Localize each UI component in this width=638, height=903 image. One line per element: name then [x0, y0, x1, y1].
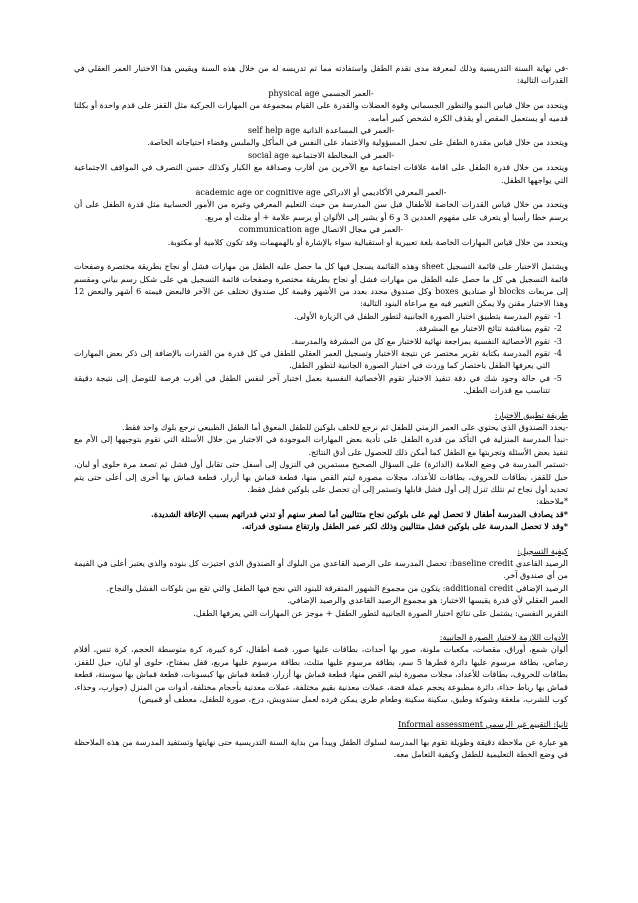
list-item [74, 335, 568, 347]
list-item [74, 347, 568, 372]
list-item [74, 310, 568, 322]
age-text: ويتحدد من خلال قياس المهارات الخاصة بلغة تعبيرية أو استقبالية سواء بالإشارة أو بالهمهمات وقد تكون كلامية أو مكتوبة. [167, 236, 568, 247]
list-item-number: -3 [554, 335, 562, 346]
tools-title: الأدوات اللازمة لاختبار الصورة الجانبية: [439, 632, 568, 643]
list-item [74, 322, 568, 334]
sheet-paragraph: ويشتمل الاختبار على قائمة التسجيل sheet وهذه القائمة يسجل فيها كل ما حصل عليه الطفل من مهارات فشل أو نجاح بطريقة مختصرة وصفحات قائمة التسجيل هي كل ما حصل عليه الطفل من مهارات فشل أو نجاح بطريقة مختصرة وصفحات قائمة التسجيل هي على شكل رسم بياني ومقسم إلى مربعات blocks أو صناديق boxes وكل صندوق محدد بعدد من الأشهر وقيمة كل صندوق تختلف عن الآخر فالبعض قيمته 6 أشهر والبعض 12 وهذا الاختبار مقنن ولا يمكن التغيير فيه مع مراعاة البنود التالية: [74, 261, 569, 309]
notes-title: *ملاحظة: [536, 496, 568, 507]
list-item-text: تقوم المدرسة بكتابة تقرير مختصر عن نتيجة الاختبار وتسجيل العمر العقلي للطفل في كل قدرة من القدرات بالإضافة إلى ذكر بعض المهارات التي يعرفها الطفل باختصار كما وردت في اختبار الصورة الجانبية لتطور الطفل. [74, 347, 550, 371]
list-item-number: -2 [554, 323, 562, 334]
list-item-number: -5 [554, 372, 562, 383]
method-item: -نبدأ المدرسة المنزلية في التأكد من قدرة الطفل على تأدية بعض المهارات الموجودة في الاختبار من خلال الأسئلة التي تقوم بتوجيهها إلى الأم مع تنفيذ بعض الأسئلة وتجربتها مع الطفل كما أمكن ذلك للحصول على أدق النتائج. [74, 434, 568, 457]
list-item-text: تقوم المدرسة بتطبيق اختبار الصورة الجانبية لتطور الطفل في الزيارة الأولى. [294, 310, 550, 321]
list-item-number: -4 [554, 347, 562, 358]
method-title: طريقة تطبيق الاختبار: [494, 409, 568, 420]
list-item-text: في حالة وجود شك في دقة تنفيذ الاختبار تقوم الأخصائية النفسية بعمل اختبار آخر لنفس الطفل في أقرب فرصة للتوصل إلى نتيجة دقيقة تتناسب مع قدرات الطفل. [74, 372, 550, 396]
method-item: -يحدد الصندوق الذي يحتوي على العمر الزمني للطفل ثم نرجع للخلف بلوكين للطفل المعوق أما الطفل الطبيعي نرجع بلوك واحد فقط. [122, 421, 568, 432]
age-heading: -العمر في المساعدة الذاتية self help age [247, 125, 395, 136]
age-text: ويتحدد من خلال قياس النمو والتطور الجسماني وقوة العضلات والقدرة على القيام بمجموعة من المهارات الحركية مثل القفز على قدم واحدة أو بكلتا قدميه أو يستعمل المقص أو يقذف الكرة لشخص كبير أمامه. [74, 100, 568, 123]
recording-title: كيفية التسجيل: [517, 545, 568, 556]
list-item [74, 372, 568, 397]
recording-item: الرصيد الإضافي additional credit: يتكون من مجموع الشهور المتفرقة للبنود التي نجح فيها الطفل والتي تقع بين بلوكات الفشل والنجاح. [106, 582, 568, 593]
ages-section [74, 87, 568, 248]
age-heading: -العمر المعرفي الأكاديمي أو الادراكي academic age or cognitive age [195, 187, 447, 198]
age-heading: -العمر في المخالطة الاجتماعية social age [248, 149, 394, 160]
list-item-text: تقوم الأخصائية النفسية بمراجعة نهائية للاختبار مع كل من المشرفة والمدرسة. [291, 335, 550, 346]
recording-item: الرصيد القاعدي baseline credit: تحصل المدرسة على الرصيد القاعدي من البلوك أو الصندوق الذي اجتيزت كل بنوده والذي يعتبر أعلى في القيمة من أي صندوق آخر. [74, 558, 569, 581]
age-text: ويتحدد من خلال قياس مقدرة الطفل على تحمل المسؤولية والاعتماد على النفس في المأكل والملبس وقضاء احتياجاته الخاصة. [147, 137, 568, 148]
informal-text: هو عبارة عن ملاحظة دقيقة وطويلة تقوم بها المدرسة لسلوك الطفل ويبدأ من بداية السنة التدريسية حتى نهايتها وتستفيد المدرسة من هذه الملاحظة في وضع الخطة التعليمية للطفل وكيفية التعامل معه. [74, 736, 568, 760]
rules-list [74, 310, 568, 397]
age-heading: -العمر في مجال الاتصال communication age [238, 224, 404, 235]
tools-text: ألوان شمع، أوراق، مقصات، مكعبات ملونة، صور بها أحداث، بطاقات عليها صور، قصة أطفال، كرة كبيرة، كرة متوسطة الحجم، كرة تنس، أقلام رصاص، بطاقة مرسوم عليها دائرة قطرها 5 سم، بطاقة مرسوم عليها مثلث، بطاقة مرسوم عليها مربع، قفل بمفتاح، حلوى أو لبان، حبل للقفز، بطاقات للحروف، بطاقات للأعداد، مجلات مصورة ليتم القص منها، قطعة قماش بها أزرار، قطعة قماش بها كبسونات، قطعة قماش بها سوستة، قطعة قماش بها رباط حذاء، دائرة مطبوعة يحجم عملة فضة، عملات معدنية بقيم مختلفة، عملات معدنية بأحجام مختلفة، أدوات من المنزل (جوارب، وحذاء، كوب للشرب، ملعقة وشوكة وطبق، سكينة سكينة وطعام طري يمكن فرده لعمل سندويش، درج، صورة للطفل، معطف أو قميص) [74, 644, 568, 705]
recording-item: العمر العقلي لأي قدرة يقيسها الاختبار: هو مجموع الرصيد القاعدي والرصيد الإضافي. [287, 595, 568, 606]
age-text: ويتحدد من خلال قدرة الطفل على اقامة علاقات اجتماعية مع الآخرين من أقارب وصداقة مع الكبار وكذلك حسن التصرف في المواقف الاجتماعية التي يواجهها الطفل. [74, 162, 568, 185]
recording-item: التقرير النفسي: يشتمل على نتائج اختبار الصورة الجانبية لتطور الطفل + موجز عن المهارات التي يعرفها الطفل. [193, 607, 568, 618]
intro-paragraph: -في نهاية السنة التدريسية وذلك لمعرفة مدى تقدم الطفل واستفادته مما تم تدريسه له من خلال هذه السنة ويقيس هذا الاختبار العمر العقلي في القدرات التالية: [74, 63, 569, 86]
list-item-text: تقوم بمناقشة نتائج الاختبار مع المشرفة. [416, 323, 550, 334]
informal-title: ثانيا: التقييم غير الرسمي Informal assessment [398, 718, 568, 729]
age-text: ويتحدد من خلال قياس القدرات الخاصة للأطفال قبل سن المدرسة من حيث التعليم المعرفي وغيره من الأمور الحسابية مثل قدرة الطفل على أن يرسم خطا رأسيا أو يتعرف على مفهوم العددين 3 و 6 أو يشير إلى الألوان أو يرسم علامة + أو مثلث أو مربع. [74, 199, 568, 222]
list-item-number: -1 [554, 310, 562, 321]
age-heading: -العمر الجسمي physical age [268, 87, 374, 98]
note-item: *وقد لا تحصل المدرسة على بلوكين فشل متتاليين وذلك لكبر عمر الطفل وارتفاع مستوى قدراته. [242, 521, 568, 532]
note-item: *قد يصادف المدرسة أطفال لا تحصل لهم على بلوكين نجاح متتاليين أما لصغر سنهم أو تدني قدراتهم بسبب الإعاقة الشديدة. [151, 508, 568, 519]
method-item: -تستمر المدرسة في وضع العلامة (الدائرة) على السؤال الصحيح مستمرين في النزول إلى أسفل حتى تقابل أول فشل ثم تصعد مرة حلوى أو لبان، حبل للقفز، بطاقات للحروف، بطاقات للأعداد، مجلات مصورة ليتم القص منها، قطعة قماش بها أزرار، قطعة قماش بها أخرى إلى أعلى حتى يتم تحديد أول نجاح ثم نتلك تنزل إلى أول فشل قابلها وتستمر إلى أن تحصل على بلوكين فشل فقط. [74, 459, 568, 494]
